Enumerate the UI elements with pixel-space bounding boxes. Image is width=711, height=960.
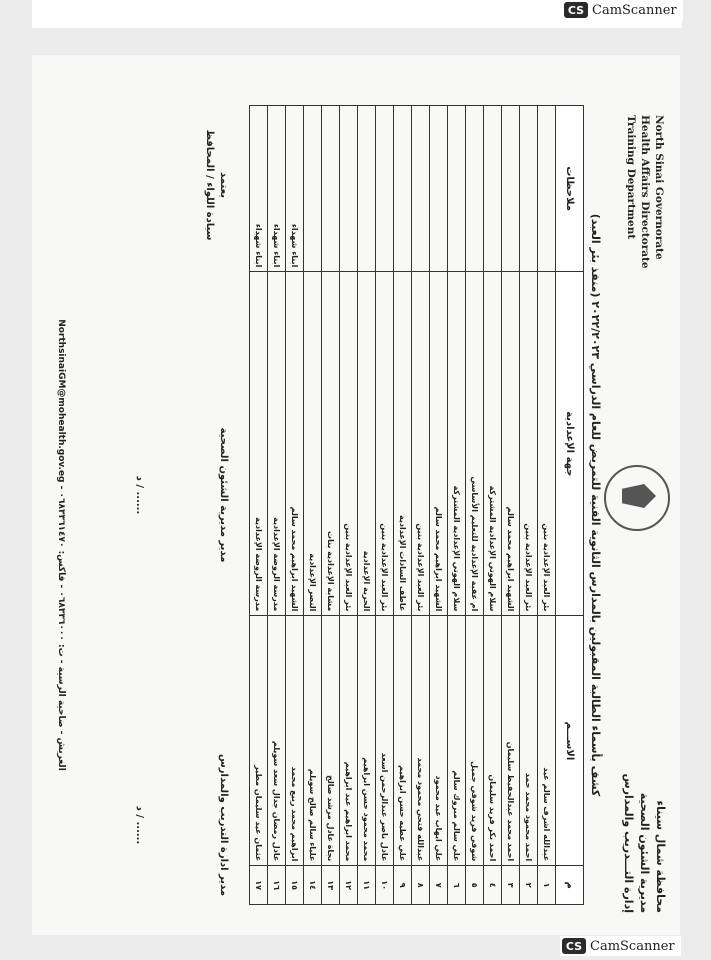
table-row: [304, 106, 322, 905]
cell-name: احمد محمد عبدالحفيظ سليمان: [502, 616, 520, 866]
table-row: [430, 106, 448, 905]
header-english: [624, 115, 666, 295]
cell-number: ٥: [466, 866, 484, 905]
cell-notes: ابناء شهداء: [268, 106, 286, 272]
cell-school: ام عقبة الإعدادية للتعليم الأساسي: [466, 272, 484, 616]
table-row: [286, 106, 304, 905]
cell-school: سلام الهوتي الإعدادية المشتركة: [448, 272, 466, 616]
cell-number: ١٢: [340, 866, 358, 905]
cell-name: محمد محمود حسن ابراهيم: [358, 616, 376, 866]
cell-school: الشهيد ابراهيم محمد سالم: [502, 272, 520, 616]
cell-school: مشابة الإعدادية بنات: [322, 272, 340, 616]
signature-name: د / ......: [134, 805, 145, 845]
document-footer: العريش - ضاحية الرسية - ت: ٠٦٨٣٣٦٠٠٠ - فاكس: ٠٦٨٣٣٦١٤٧٠ - NorthsinaiGM@mohealth.gov.eg: [56, 319, 66, 771]
col-school: جهة الإعدادية: [556, 272, 584, 616]
header-ar-line: محافظة شمال سيناء: [654, 800, 667, 913]
cell-school: بئر العبد الإعدادية بنين: [376, 272, 394, 616]
cell-school: مدرسة الروضة الإعدادية: [268, 272, 286, 616]
cell-number: ١٦: [268, 866, 286, 905]
cell-number: ٤: [484, 866, 502, 905]
emblem-icon: [604, 465, 670, 531]
cell-notes: [466, 106, 484, 272]
header-ar-line: إدارة التـــدريب والمدارس: [622, 773, 635, 913]
camscanner-label: CamScanner: [590, 938, 675, 954]
col-name: الاســـم: [556, 616, 584, 866]
camscanner-badge-bottom: [560, 936, 681, 956]
cell-school: الحرية الإعدادية: [358, 272, 376, 616]
cell-school: عاطف السادات الإعدادية: [394, 272, 412, 616]
header-en-line: North Sinai Governorate: [653, 115, 665, 260]
signature-subtitle: سيادة اللواء / المحافظ: [204, 129, 215, 241]
signature-name: د / ......: [134, 475, 145, 515]
table-row: [322, 106, 340, 905]
cell-notes: [448, 106, 466, 272]
table-row: [412, 106, 430, 905]
cell-name: علي ايهاب عيد محمود: [430, 616, 448, 866]
cell-number: ١: [538, 866, 556, 905]
col-notes: ملاحظات: [556, 106, 584, 272]
cell-school: بئر العبد الإعدادية بنين: [340, 272, 358, 616]
cell-name: عادل ناصر عبدالرحمن اسعد: [376, 616, 394, 866]
table-row: [484, 106, 502, 905]
table-row: [376, 106, 394, 905]
cell-notes: [430, 106, 448, 272]
cell-number: ٦: [448, 866, 466, 905]
table-row: [502, 106, 520, 905]
header-en-line: Training Department: [625, 115, 637, 240]
cell-notes: [394, 106, 412, 272]
cell-number: ١٠: [376, 866, 394, 905]
cell-notes: [304, 106, 322, 272]
signature-title: يعتمد: [218, 172, 229, 198]
cell-number: ١١: [358, 866, 376, 905]
cell-notes: [484, 106, 502, 272]
cell-school: مدرسة الروضة الإعدادية: [250, 272, 268, 616]
cell-name: شوقي فريد شوقي جميل: [466, 616, 484, 866]
cell-number: ١٧: [250, 866, 268, 905]
signature-health-director: [132, 405, 230, 585]
cell-name: ابراهيم محمد ربيع محمد: [286, 616, 304, 866]
table-row: [466, 106, 484, 905]
cell-school: بئر العبد الإعدادية بنين: [520, 272, 538, 616]
cell-notes: [340, 106, 358, 272]
cell-number: ٢: [520, 866, 538, 905]
table-row: [520, 106, 538, 905]
cell-name: نجاة عادل مرشد صالح: [322, 616, 340, 866]
camscanner-badge-top: [562, 0, 683, 20]
cell-notes: [358, 106, 376, 272]
col-number: م: [556, 866, 584, 905]
signature-governor: [132, 95, 230, 275]
cell-number: ١٣: [322, 866, 340, 905]
table-row: [340, 106, 358, 905]
cell-number: ٣: [502, 866, 520, 905]
cell-school: الشهيد ابراهيم محمد سالم: [286, 272, 304, 616]
cell-school: بئر العبد الإعدادية بنين: [538, 272, 556, 616]
handwritten-signature: [146, 405, 216, 585]
camscanner-logo-icon: CS: [564, 2, 588, 18]
handwritten-signature: [132, 95, 202, 275]
cell-school: بئر العبد الإعدادية بنين: [412, 272, 430, 616]
cell-school: النصر الإعدادية: [304, 272, 322, 616]
cell-number: ١٥: [286, 866, 304, 905]
cell-number: ٨: [412, 866, 430, 905]
table-header-row: [556, 106, 584, 905]
cell-notes: ابناء شهداء: [250, 106, 268, 272]
table-row: [448, 106, 466, 905]
table-row: [268, 106, 286, 905]
cell-number: ١٤: [304, 866, 322, 905]
cell-name: احمد محمود محمد حمد: [520, 616, 538, 866]
cell-notes: [322, 106, 340, 272]
table-row: [538, 106, 556, 905]
camscanner-logo-icon: CS: [562, 938, 586, 954]
cell-name: احمد بكر فريد سليمان: [484, 616, 502, 866]
table-row: [250, 106, 268, 905]
cell-notes: [412, 106, 430, 272]
cell-name: علي سالم مبروك سالم: [448, 616, 466, 866]
cell-name: عثمان عيد سليمان مطير: [250, 616, 268, 866]
cell-school: الشهيد ابراهيم محمد سالم: [430, 272, 448, 616]
cell-name: علي عطيه حسن ابراهيم: [394, 616, 412, 866]
cell-school: سلام الهوتي الإعدادية المشتركة: [484, 272, 502, 616]
cell-name: محمد ابراهيم عيد ابراهيم: [340, 616, 358, 866]
cell-name: عبدالله اشرف سالم عيد: [538, 616, 556, 866]
handwritten-signature: [146, 735, 216, 915]
cell-name: عبدالله فتحي محمود محمد: [412, 616, 430, 866]
rotated-content: [32, 55, 680, 935]
header-ar-line: مديرية الشئون الصحية: [638, 792, 651, 913]
signature-title: مدير مديرية الشئون الصحية: [218, 427, 229, 563]
cell-name: علياء سالم صالح سويلم: [304, 616, 322, 866]
scanned-document: [32, 55, 680, 935]
cell-name: عادل رمضان جدال سعد سويلم: [268, 616, 286, 866]
cell-notes: [376, 106, 394, 272]
signature-title: مدير ادارة التدريب والمدارس: [218, 753, 229, 897]
camscanner-label: CamScanner: [592, 2, 677, 18]
cell-number: ٩: [394, 866, 412, 905]
signature-training-director: [132, 735, 230, 915]
cell-notes: ابناء شهداء: [286, 106, 304, 272]
cell-notes: [538, 106, 556, 272]
table-row: [358, 106, 376, 905]
table-row: [394, 106, 412, 905]
header-en-line: Health Affairs Directorate: [639, 115, 651, 269]
students-table: [249, 105, 584, 905]
cell-notes: [502, 106, 520, 272]
document-title: كشف بأسماء الطالبة المقبولين بالمدارس الثانوية الفنية للتمريض للعام الدراسي ٢٠٢٢/٢٠٢٣ (منفذ بئر العبد): [589, 213, 602, 797]
cell-number: ٧: [430, 866, 448, 905]
cell-notes: [520, 106, 538, 272]
header-arabic: [620, 763, 668, 913]
